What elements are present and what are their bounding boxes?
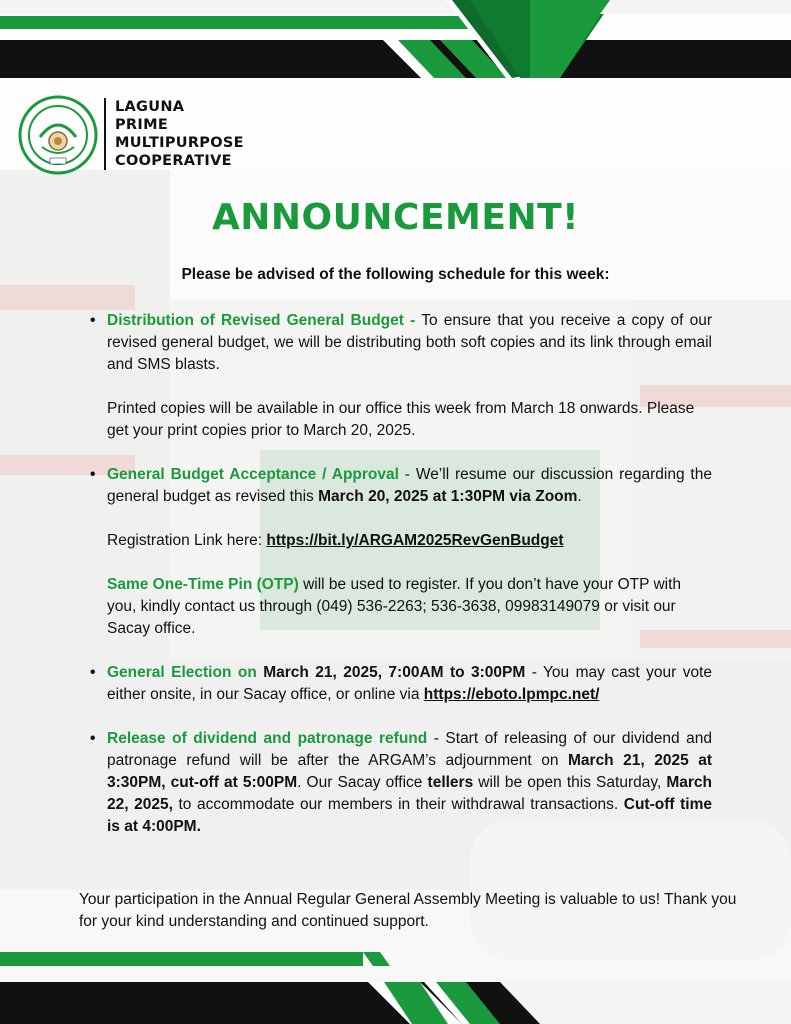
- list-item-budget-approval: [90, 464, 712, 508]
- item-text: - You may cast your vote either onsite, in our Sacay office, or online via: [107, 664, 712, 703]
- item-heading: General Election on: [107, 664, 257, 681]
- item-heading: Distribution of Revised General Budget -: [107, 312, 416, 329]
- item-text: To ensure that you receive a copy of our revised general budget, we will be distributing both soft copies and its link through email and SMS blasts.: [107, 312, 712, 373]
- item-text: - Start of releasing of our dividend and patronage refund will be after the ARGAM’s adjournment on: [107, 730, 712, 769]
- organization-name: [104, 98, 244, 170]
- item-bold: March 20, 2025 at 1:30PM via Zoom: [318, 488, 578, 505]
- list-item-election: [90, 662, 712, 706]
- bottom-corner-decoration: [0, 940, 791, 1024]
- top-corner-decoration: [0, 0, 791, 80]
- closing-message: Your participation in the Annual Regular General Assembly Meeting is valuable to us! Thank you for your kind understanding and continued support.: [79, 891, 737, 930]
- item-heading: Release of dividend and patronage refund: [107, 730, 428, 747]
- item-text: to accommodate our members in their withdrawal transactions.: [172, 796, 624, 813]
- item-text: . Our Sacay office: [297, 774, 428, 791]
- page-subtitle: Please be advised of the following schedule for this week:: [181, 266, 610, 283]
- item-bold: March 21, 2025, 7:00AM to 3:00PM: [256, 664, 526, 681]
- registration-line: [90, 530, 712, 552]
- item-note: Printed copies will be available in our office this week from March 18 onwards. Please get your print copies prior to March 20, 2025.: [107, 400, 695, 439]
- org-name-line: MULTIPURPOSE: [115, 135, 244, 151]
- announcement-body: [90, 310, 712, 838]
- item-text: We’ll resume our discussion regarding the general budget as revised this: [107, 466, 712, 505]
- org-name-line: COOPERATIVE: [115, 153, 232, 169]
- item-text: will be open this Saturday,: [473, 774, 667, 791]
- list-item-budget-distribution: [90, 310, 712, 376]
- item-bold: March 21, 2025 at 3:30PM, cut-off at 5:00PM: [107, 752, 712, 791]
- registration-label: Registration Link here:: [107, 532, 267, 549]
- page-title: ANNOUNCEMENT!: [211, 197, 580, 238]
- item-bold: tellers: [427, 774, 474, 791]
- org-name-line: LAGUNA: [115, 99, 185, 115]
- item-heading: General Budget Acceptance / Approval -: [107, 466, 410, 483]
- list-item-dividend: [90, 728, 712, 838]
- org-name-line: PRIME: [115, 117, 169, 133]
- item-text-end: .: [577, 488, 582, 505]
- cooperative-logo: [18, 95, 98, 175]
- eboto-link[interactable]: https://eboto.lpmpc.net/: [423, 686, 600, 703]
- item-bold: March 22, 2025,: [107, 774, 713, 813]
- registration-link[interactable]: https://bit.ly/ARGAM2025RevGenBudget: [266, 532, 564, 549]
- otp-text: will be used to register. If you don’t have your OTP with you, kindly contact us through (049) 536-2263; 536-3638, 09983149079 or visit our Sacay office.: [107, 576, 682, 637]
- item-bold: Cut-off time is at 4:00PM.: [107, 796, 712, 835]
- otp-note: [90, 574, 712, 640]
- otp-heading: Same One-Time Pin (OTP): [107, 576, 299, 593]
